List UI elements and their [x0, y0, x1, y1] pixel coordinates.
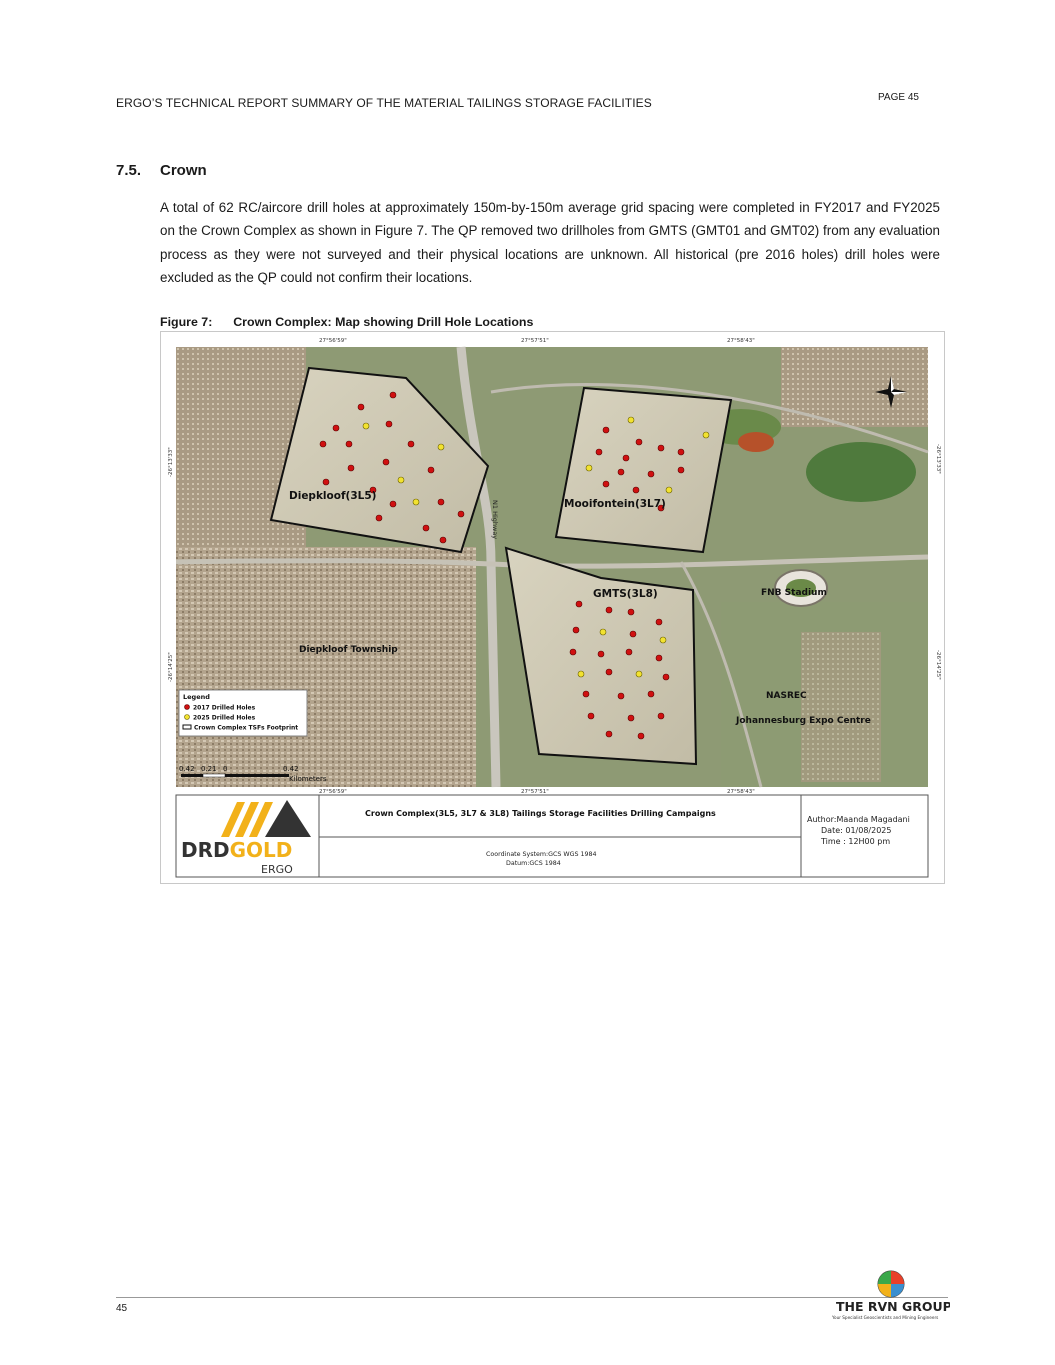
- mooifontein-footprint: [556, 388, 731, 552]
- datum: Datum:GCS 1984: [506, 860, 561, 867]
- time: Time : 12H00 pm: [821, 837, 891, 846]
- township-area: [176, 547, 476, 787]
- footer-page-number: 45: [116, 1303, 128, 1314]
- legend-2025-marker: [185, 715, 190, 720]
- label-fnb-stadium: FNB Stadium: [761, 588, 827, 598]
- map-legend: [179, 690, 307, 736]
- section-number: 7.5.: [116, 162, 142, 179]
- figure-caption: [160, 315, 533, 329]
- coord-top-1: 27°56'59": [319, 338, 347, 344]
- running-header-title: ERGO’S TECHNICAL REPORT SUMMARY OF THE MATERIAL TAILINGS STORAGE FACILITIES: [116, 96, 652, 110]
- label-gmts: GMTS(3L8): [593, 588, 658, 600]
- legend-footprint-label: Crown Complex TSFs Footprint: [194, 724, 299, 732]
- logo-drd-text: DRDGOLD: [181, 838, 293, 862]
- label-nasrec: NASREC: [766, 691, 807, 701]
- coord-top-3: 27°58'43": [727, 338, 755, 344]
- legend-2017-marker: [185, 705, 190, 710]
- scale-tick-1: 0.42: [179, 765, 195, 773]
- expo-buildings: [801, 632, 881, 782]
- legend-title: Legend: [183, 693, 210, 701]
- coord-right-2: -26°14'25": [935, 650, 941, 680]
- coord-right-1: -26°13'33": [935, 444, 941, 474]
- legend-2025-label: 2025 Drilled Holes: [193, 714, 256, 722]
- running-header-page: PAGE 45: [878, 92, 919, 103]
- map-figure: [160, 331, 945, 884]
- date: Date: 01/08/2025: [821, 826, 892, 835]
- coord-bottom-3: 27°58'43": [727, 789, 755, 795]
- map-svg: [161, 332, 944, 883]
- green-area: [806, 442, 916, 502]
- rvn-logo-name: THE RVN GROUP: [836, 1299, 950, 1314]
- scale-tick-2: 0.21: [201, 765, 217, 773]
- coordinate-system: Coordinate System:GCS WGS 1984: [486, 851, 597, 858]
- logo-ergo-text: ERGO: [261, 863, 293, 876]
- figure-caption-text: Crown Complex: Map showing Drill Hole Locations: [233, 315, 534, 329]
- pond: [738, 432, 774, 452]
- figure-caption-label: Figure 7:: [160, 315, 213, 329]
- coord-top-2: 27°57'51": [521, 338, 549, 344]
- coord-left-2: -26°14'25": [168, 652, 174, 682]
- body-paragraph: A total of 62 RC/aircore drill holes at approximately 150m-by-150m average grid spacing were completed in FY2017 and FY2025 on the Crown Complex as shown in Figure 7. The QP removed two drillholes from GMTS (GMT01 and GMT02) from any evaluation process as they were not surveyed and their physical locations are unknown. All historical (pre 2016 holes) drill holes were excluded as the QP could not confirm their locations.: [160, 200, 940, 285]
- rvn-logo-icon: [832, 1268, 950, 1322]
- scale-tick-4: 0.42: [283, 765, 299, 773]
- label-n1-highway: N1 Highway: [491, 500, 499, 540]
- footer-divider: [116, 1297, 948, 1298]
- map-title: Crown Complex(3L5, 3L7 & 3L8) Tailings Storage Facilities Drilling Campaigns: [365, 809, 716, 818]
- rvn-logo-tagline: Your Specialist Geoscientists and Mining Engineers: [832, 1315, 939, 1320]
- author: Author:Maanda Magadani: [807, 815, 910, 824]
- label-diepkloof: Diepkloof(3L5): [289, 490, 377, 502]
- coord-left-1: -26°13'33": [168, 447, 174, 477]
- legend-2017-label: 2017 Drilled Holes: [193, 704, 256, 712]
- label-mooifontein: Mooifontein(3L7): [564, 498, 666, 510]
- scale-tick-3: 0: [223, 765, 228, 773]
- scale-unit: Kilometers: [289, 775, 327, 783]
- label-expo-centre: Johannesburg Expo Centre: [736, 716, 871, 726]
- coord-bottom-2: 27°57'51": [521, 789, 549, 795]
- coord-bottom-1: 27°56'59": [319, 789, 347, 795]
- label-township: Diepkloof Township: [299, 645, 398, 655]
- section-title: Crown: [160, 162, 207, 179]
- title-block: [176, 795, 928, 877]
- rvn-group-logo: [832, 1268, 950, 1322]
